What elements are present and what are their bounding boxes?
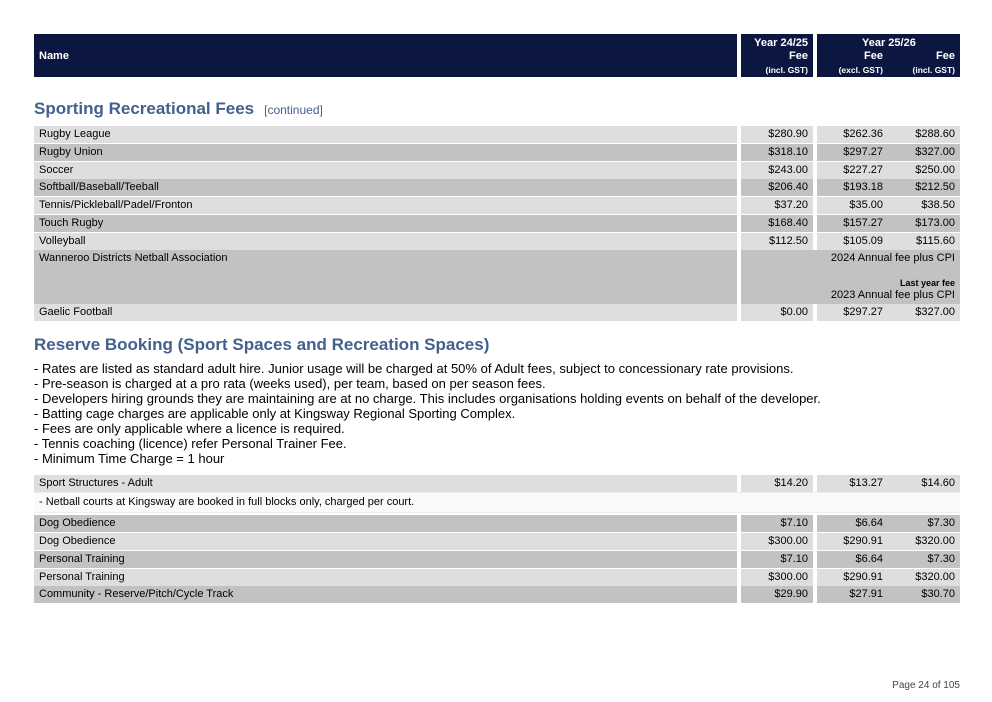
row-incl: $38.50 xyxy=(921,199,955,211)
row-prev: $0.00 xyxy=(780,306,808,318)
row-excl: $290.91 xyxy=(843,535,883,547)
row-incl: $320.00 xyxy=(915,571,955,583)
header-name-label: Name xyxy=(39,50,69,62)
row-excl: $13.27 xyxy=(849,477,883,489)
row-excl: $297.27 xyxy=(843,306,883,318)
row-name: Touch Rugby xyxy=(39,217,104,229)
row-prev: $7.10 xyxy=(780,553,808,565)
row-incl: $7.30 xyxy=(927,517,955,529)
header-year-next-incl-note: (incl. GST) xyxy=(912,65,955,75)
row-name: Rugby Union xyxy=(39,146,103,158)
row-name: Dog Obedience xyxy=(39,535,116,547)
table-row xyxy=(0,551,992,568)
row-incl: $327.00 xyxy=(915,306,955,318)
row-name: Wanneroo Districts Netball Association xyxy=(39,252,228,264)
row-prev: $280.90 xyxy=(768,128,808,140)
row-incl: $250.00 xyxy=(915,164,955,176)
note-line: - Developers hiring grounds they are maintaining are at no charge. This includes organisations holding events on behalf of the developer. xyxy=(34,391,821,406)
row-name: Sport Structures - Adult xyxy=(39,477,153,489)
table-row xyxy=(0,144,992,161)
section-title-text: Sporting Recreational Fees xyxy=(34,99,255,118)
row-name: Rugby League xyxy=(39,128,111,140)
row-name: Volleyball xyxy=(39,235,86,247)
section-title-reserve-booking: Reserve Booking (Sport Spaces and Recreation Spaces) xyxy=(34,335,490,354)
netball-last-year-label: Last year fee xyxy=(899,278,955,288)
row-incl: $288.60 xyxy=(915,128,955,140)
table-row xyxy=(0,126,992,143)
row-prev: $300.00 xyxy=(768,571,808,583)
netball-courts-note-text: - Netball courts at Kingsway are booked in full blocks only, charged per court. xyxy=(39,496,415,508)
continued-label: [continued] xyxy=(264,103,323,117)
netball-courts-note xyxy=(34,492,960,513)
table-row xyxy=(0,197,992,214)
header-name-cell xyxy=(34,34,737,77)
row-incl: $14.60 xyxy=(921,477,955,489)
note-line: - Rates are listed as standard adult hire. Junior usage will be charged at 50% of Adult fees, subject to concessionary rate provisions. xyxy=(34,361,794,376)
row-prev: $300.00 xyxy=(768,535,808,547)
row-prev: $206.40 xyxy=(768,181,808,193)
row-name: Personal Training xyxy=(39,553,125,565)
header-year-next-fee-excl: Fee xyxy=(864,50,883,62)
row-prev: $7.10 xyxy=(780,517,808,529)
row-excl: $262.36 xyxy=(843,128,883,140)
table-row xyxy=(0,515,992,532)
netball-current-fee: 2024 Annual fee plus CPI xyxy=(830,252,955,264)
row-name: Tennis/Pickleball/Padel/Fronton xyxy=(39,199,193,211)
row-excl: $6.64 xyxy=(855,517,883,529)
row-prev: $112.50 xyxy=(769,235,808,247)
table-row xyxy=(0,533,992,550)
table-row xyxy=(0,569,992,586)
header-year-prev: Year 24/25 xyxy=(754,37,808,49)
row-excl: $6.64 xyxy=(855,553,883,565)
row-excl: $105.09 xyxy=(843,235,883,247)
table-row xyxy=(0,179,992,196)
note-line: - Fees are only applicable where a licence is required. xyxy=(34,421,345,436)
header-year-next-fee-incl: Fee xyxy=(936,50,955,62)
row-excl: $297.27 xyxy=(843,146,883,158)
row-name: Dog Obedience xyxy=(39,517,116,529)
row-prev: $318.10 xyxy=(768,146,808,158)
header-year-next: Year 25/26 xyxy=(862,37,916,49)
row-excl: $227.27 xyxy=(843,164,883,176)
row-incl: $327.00 xyxy=(915,146,955,158)
row-excl: $157.27 xyxy=(843,217,883,229)
row-name: Softball/Baseball/Teeball xyxy=(39,181,159,193)
note-line: - Batting cage charges are applicable only at Kingsway Regional Sporting Complex. xyxy=(34,406,516,421)
row-incl: $7.30 xyxy=(927,553,955,565)
header-year-prev-fee: Fee xyxy=(789,50,808,62)
table-row xyxy=(0,586,992,603)
table-row xyxy=(0,304,992,321)
booking-notes xyxy=(34,361,821,466)
row-prev: $29.90 xyxy=(774,588,808,600)
row-excl: $193.18 xyxy=(843,181,883,193)
netball-last-year-fee: 2023 Annual fee plus CPI xyxy=(830,289,955,301)
row-name: Soccer xyxy=(39,164,74,176)
note-line: - Tennis coaching (licence) refer Personal Trainer Fee. xyxy=(34,436,347,451)
page-number: Page 24 of 105 xyxy=(892,680,960,691)
row-excl: $27.91 xyxy=(849,588,883,600)
row-name: Gaelic Football xyxy=(39,306,113,318)
header-year-next-cell xyxy=(817,34,960,77)
row-name: Community - Reserve/Pitch/Cycle Track xyxy=(39,588,234,600)
table-row xyxy=(0,215,992,232)
section-title-sporting xyxy=(34,99,323,119)
header-year-prev-note: (incl. GST) xyxy=(765,65,808,75)
table-row xyxy=(0,162,992,179)
row-prev: $168.40 xyxy=(768,217,808,229)
row-excl: $35.00 xyxy=(849,199,883,211)
note-line: - Pre-season is charged at a pro rata (weeks used), per team, based on per season fees. xyxy=(34,376,546,391)
table-row-netball xyxy=(0,250,992,304)
header-year-prev-cell xyxy=(741,34,813,77)
row-incl: $212.50 xyxy=(915,181,955,193)
row-incl: $320.00 xyxy=(915,535,955,547)
note-line: - Minimum Time Charge = 1 hour xyxy=(34,451,225,466)
row-incl: $30.70 xyxy=(921,588,955,600)
row-prev: $14.20 xyxy=(774,477,808,489)
row-name: Personal Training xyxy=(39,571,125,583)
row-prev: $243.00 xyxy=(768,164,808,176)
row-prev: $37.20 xyxy=(774,199,808,211)
row-incl: $173.00 xyxy=(915,217,955,229)
table-row xyxy=(0,475,992,492)
table-row xyxy=(0,233,992,250)
row-excl: $290.91 xyxy=(843,571,883,583)
row-incl: $115.60 xyxy=(916,235,955,247)
header-year-next-excl-note: (excl. GST) xyxy=(838,65,883,75)
